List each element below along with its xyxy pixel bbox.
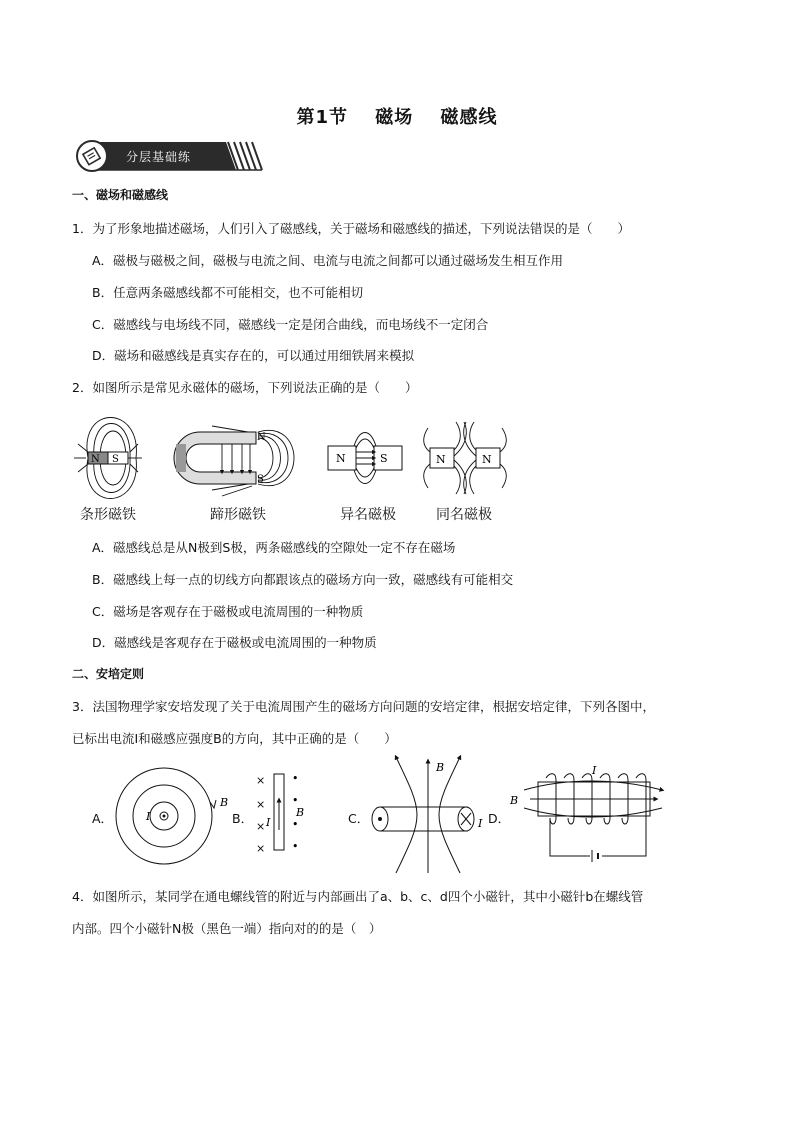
svg-text:•: •: [292, 772, 299, 785]
question-1-option-c: C．磁感线与电场线不同，磁感线一定是闭合曲线，而电场线不一定闭合: [92, 317, 489, 332]
question-2-option-a: A．磁感线总是从N极到S极，两条磁感线的空隙处一定不存在磁场: [92, 540, 456, 555]
q3-label-c: C．: [348, 811, 370, 826]
opposite-poles: [328, 433, 402, 484]
caption-like-poles: 同名磁极: [436, 507, 492, 523]
horseshoe-magnet: [174, 426, 294, 496]
caption-horseshoe-magnet: 蹄形磁铁: [210, 507, 266, 523]
question-2-stem: 2．如图所示是常见永磁体的磁场，下列说法正确的是（ ）: [72, 380, 418, 395]
opposite-n-label: N: [336, 452, 346, 465]
bar-n-label: N: [91, 454, 100, 465]
title-section: 第1节: [296, 107, 348, 128]
svg-text:×: ×: [256, 798, 266, 811]
section-heading-2: 二、安培定则: [72, 667, 145, 681]
question-1-option-b: B．任意两条磁感线都不可能相交，也不可能相切: [92, 285, 364, 300]
like-poles: [424, 422, 507, 494]
opposite-s-label: S: [380, 452, 388, 465]
q3d-current-label: I: [592, 764, 597, 777]
question-4-stem-line-2: 内部。四个小磁针N极（黑色一端）指向对的的是（ ）: [72, 921, 382, 936]
q3b-field-label: B: [296, 806, 305, 819]
horseshoe-n-label: N: [257, 432, 266, 443]
question-1-stem: 1．为了形象地描述磁场，人们引入了磁感线，关于磁场和磁感线的描述，下列说法错误的是（ ）: [72, 221, 630, 236]
bar-s-label: S: [112, 454, 119, 465]
svg-text:×: ×: [256, 820, 266, 833]
question-1-option-d: D．磁场和磁感线是真实存在的，可以通过用细铁屑来模拟: [92, 348, 415, 363]
page-title: [0, 103, 794, 129]
banner-label: 分层基础练: [126, 150, 192, 164]
magnet-field-figure: [72, 410, 532, 502]
caption-bar-magnet: 条形磁铁: [80, 507, 136, 523]
q3-label-d: D．: [488, 811, 511, 826]
section-banner: [76, 140, 266, 176]
q3-figure-a: [110, 762, 230, 872]
q3-figure-d: [506, 760, 676, 864]
like-n-label-1: N: [436, 453, 446, 466]
q3c-field-label: B: [436, 761, 445, 774]
svg-text:•: •: [292, 818, 299, 831]
q3-label-a: A．: [92, 811, 114, 826]
svg-text:×: ×: [256, 774, 266, 787]
question-1-option-a: A．磁极与磁极之间，磁极与电流之间、电流与电流之间都可以通过磁场发生相互作用: [92, 253, 564, 268]
q3a-field-label: B: [220, 796, 229, 809]
question-2-option-c: C．磁场是客观存在于磁极或电流周围的一种物质: [92, 604, 364, 619]
like-n-label-2: N: [482, 453, 492, 466]
q3b-current-label: I: [266, 816, 271, 829]
svg-text:•: •: [292, 840, 299, 853]
svg-text:•: •: [292, 794, 299, 807]
question-4-stem-line-1: 4．如图所示，某同学在通电螺线管的附近与内部画出了a、b、c、d四个小磁针，其中小磁针b在螺线管: [72, 889, 644, 904]
title-topic-1: 磁场: [375, 107, 414, 128]
title-topic-2: 磁感线: [440, 107, 498, 128]
svg-text:×: ×: [256, 842, 266, 855]
q3-figure-c: [366, 755, 496, 875]
question-2-option-d: D．磁感线是客观存在于磁极或电流周围的一种物质: [92, 635, 377, 650]
q3c-current-label: I: [478, 817, 483, 830]
q3-figure-b: [250, 770, 320, 860]
question-3-stem-line-2: 已标出电流I和磁感应强度B的方向，其中正确的是（ ）: [72, 731, 397, 746]
q3d-field-label: B: [510, 794, 519, 807]
q3a-current-label: I: [146, 810, 151, 823]
horseshoe-s-label: S: [257, 474, 264, 485]
question-2-option-b: B．磁感线上每一点的切线方向都跟该点的磁场方向一致，磁感线有可能相交: [92, 572, 514, 587]
section-heading-1: 一、磁场和磁感线: [72, 188, 169, 202]
q3-label-b: B．: [232, 811, 254, 826]
caption-opposite-poles: 异名磁极: [340, 507, 396, 523]
question-3-stem-line-1: 3．法国物理学家安培发现了关于电流周围产生的磁场方向问题的安培定律，根据安培定律，下列各图中，: [72, 699, 655, 714]
